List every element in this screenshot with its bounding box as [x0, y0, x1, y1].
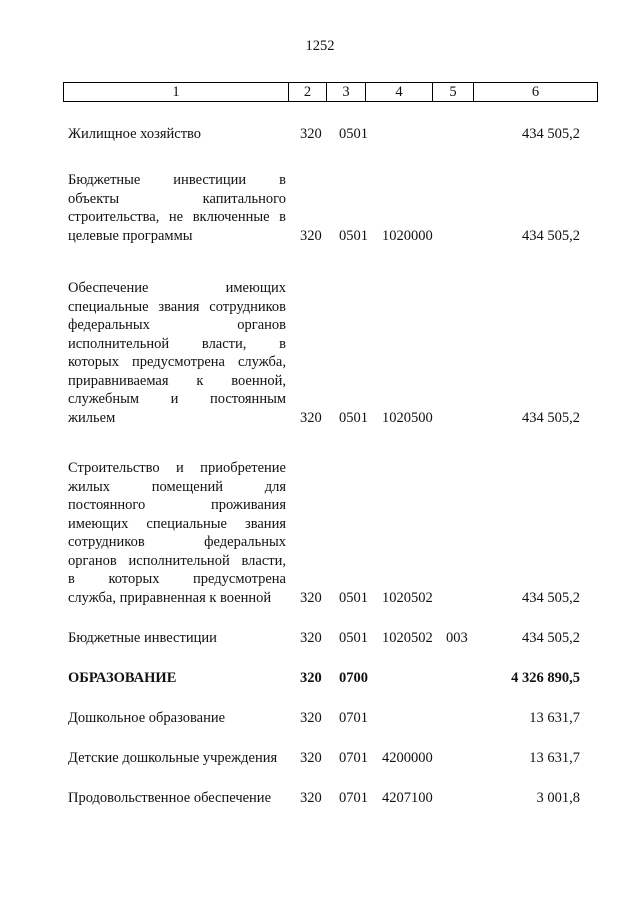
row-name	[68, 669, 286, 688]
row-name	[68, 789, 286, 808]
row-col-5: 003	[446, 629, 468, 646]
row-name-line: исполнительной власти, в	[68, 335, 286, 352]
row-col-2: 320	[300, 749, 322, 766]
row-name	[68, 459, 286, 607]
row-col-3: 0701	[339, 709, 368, 726]
table-row	[0, 667, 640, 687]
row-name-line: специальные звания сотрудников	[68, 298, 286, 315]
row-name-line: служба, приравненная к военной	[68, 589, 272, 606]
row-col-2: 320	[300, 589, 322, 606]
row-col-3: 0501	[339, 125, 368, 142]
row-col-3: 0701	[339, 789, 368, 806]
row-col-6: 434 505,2	[522, 629, 580, 646]
row-col-2: 320	[300, 789, 322, 806]
header-col-2: 2	[289, 83, 327, 101]
table-row	[0, 787, 640, 807]
header-col-5: 5	[433, 83, 474, 101]
row-name-line: Строительство и приобретение	[68, 460, 286, 476]
header-col-3: 3	[327, 83, 366, 101]
row-name-line: Детские дошкольные учреждения	[68, 749, 278, 766]
row-col-3: 0501	[339, 589, 368, 606]
row-name-line: ОБРАЗОВАНИЕ	[68, 669, 177, 686]
row-col-4: 1020502	[382, 629, 433, 646]
row-col-2: 320	[300, 669, 322, 686]
row-name-line: Бюджетные инвестиции в	[68, 172, 286, 188]
table-row	[0, 627, 640, 647]
table-row	[0, 460, 640, 607]
row-col-6: 4 326 890,5	[511, 669, 580, 686]
row-col-6: 13 631,7	[529, 709, 580, 726]
row-col-3: 0501	[339, 629, 368, 646]
row-col-4: 4207100	[382, 789, 433, 806]
header-col-4: 4	[366, 83, 433, 101]
row-name-line: целевые программы	[68, 227, 193, 244]
row-col-2: 320	[300, 125, 322, 142]
table-header	[63, 82, 598, 102]
row-name	[68, 749, 286, 768]
row-col-6: 3 001,8	[536, 789, 580, 806]
row-col-4: 1020502	[382, 589, 433, 606]
row-name-line: постоянного проживания	[68, 497, 286, 513]
row-name-line: которых предусмотрена служба,	[68, 354, 286, 370]
row-col-4: 1020500	[382, 409, 433, 426]
row-col-2: 320	[300, 629, 322, 646]
row-name-line: Обеспечение имеющих	[68, 280, 286, 296]
row-col-6: 13 631,7	[529, 749, 580, 766]
table-row	[0, 280, 640, 427]
row-name-line: Жилищное хозяйство	[68, 125, 202, 142]
row-col-6: 434 505,2	[522, 125, 580, 142]
row-col-3: 0701	[339, 749, 368, 766]
row-name-line: федеральных органов	[68, 317, 286, 333]
table-row	[0, 123, 640, 143]
row-name-line: сотрудников федеральных	[68, 534, 286, 550]
row-col-2: 320	[300, 227, 322, 244]
row-name-line: служебным и постоянным	[68, 391, 286, 407]
table-row	[0, 747, 640, 767]
row-name-line: Дошкольное образование	[68, 709, 226, 726]
row-col-6: 434 505,2	[522, 589, 580, 606]
header-col-1: 1	[64, 83, 289, 101]
row-col-2: 320	[300, 709, 322, 726]
row-col-6: 434 505,2	[522, 409, 580, 426]
page-number: 1252	[305, 38, 335, 54]
row-col-2: 320	[300, 409, 322, 426]
row-name	[68, 629, 286, 648]
table-row	[0, 707, 640, 727]
row-name-line: приравниваемая к военной,	[68, 372, 286, 389]
row-col-3: 0700	[339, 669, 368, 686]
row-name-line: Бюджетные инвестиции	[68, 629, 217, 646]
row-name	[68, 171, 286, 245]
row-col-4: 1020000	[382, 227, 433, 244]
row-name-line: объекты капитального	[68, 190, 286, 207]
row-name-line: жильем	[68, 409, 116, 426]
row-col-6: 434 505,2	[522, 227, 580, 244]
row-name-line: имеющих специальные звания	[68, 515, 286, 532]
row-col-3: 0501	[339, 227, 368, 244]
row-name-line: Продовольственное обеспечение	[68, 789, 271, 806]
row-name-line: жилых помещений для	[68, 478, 286, 495]
row-col-4: 4200000	[382, 749, 433, 766]
row-name	[68, 709, 286, 728]
header-col-6: 6	[531, 84, 540, 100]
table-row	[0, 172, 640, 245]
row-name	[68, 125, 286, 144]
row-col-3: 0501	[339, 409, 368, 426]
row-name-line: органов исполнительной власти,	[68, 552, 286, 569]
row-name-line: в которых предусмотрена	[68, 571, 286, 587]
row-name-line: строительства, не включенные в	[68, 209, 286, 225]
row-name	[68, 279, 286, 427]
